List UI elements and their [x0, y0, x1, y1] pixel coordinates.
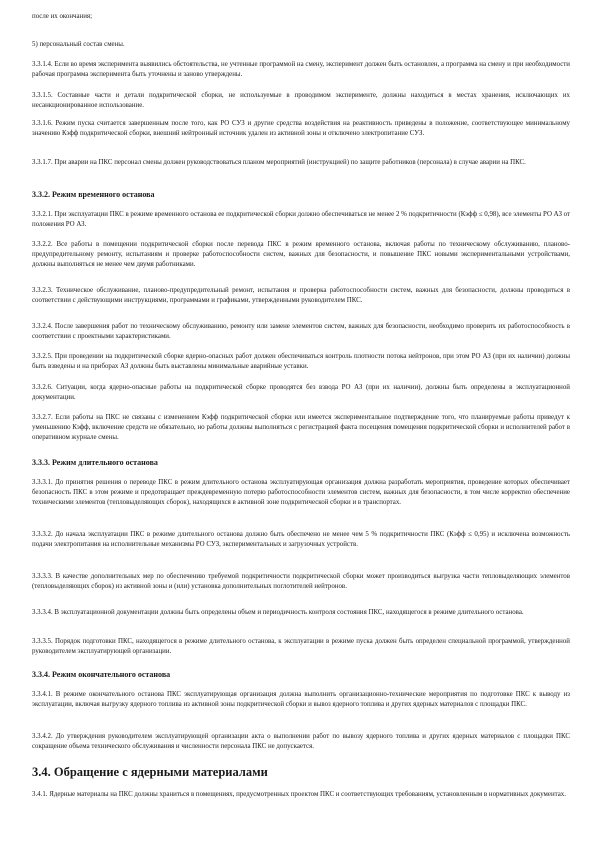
paragraph: 3.3.2.3. Техническое обслуживание, планово-предупредительный ремонт, испытания и проверка работоспособности систем, важных для безопасности, должны проводиться в соответствии с действующими инструкциями, программами и графиками, утвержденными руководителем ПКС.: [32, 287, 570, 304]
paragraph: после их окончания;: [32, 13, 92, 20]
paragraph: 3.3.3.1. До принятия решения о переводе ПКС в режим длительного останова эксплуатирующая организация должна разработать мероприятия, проведение которых обеспечивает безопасность ПКС в этом режиме и предотвращает преждевременную потерю работоспособности элементов систем, важных для безопасности, в том числе корректно обеспечение техническими элементов (тепловыделяющих сборок), находящихся в активной зоне подкритической сборки и в транспортах.: [32, 479, 570, 506]
paragraph: 3.3.1.5. Составные части и детали подкритической сборки, не используемые в проводимом эксперименте, должны находиться в местах хранения, исключающих их несанкционированное использование.: [32, 92, 570, 109]
paragraph: 5) персональный состав смены.: [32, 41, 125, 48]
paragraph: 3.3.3.5. Порядок подготовки ПКС, находящегося в режиме длительного останова, к эксплуатации в режиме пуска должен быть определен специальной программой, утвержденной руководителем эксплуатирующей организации.: [32, 638, 570, 655]
paragraph: 3.3.3.2. До начала эксплуатации ПКС в режиме длительного останова должно быть обеспечено не менее чем 5 % подкритичности ПКС (Кэфф ≤ 0,95) и исключена возможность подачи электропитания на исполнительные механизмы РО СУЗ, экспериментальных и загрузочных устройств.: [32, 531, 570, 548]
chapter-heading: 3.4. Обращение с ядерными материалами: [32, 765, 268, 779]
paragraph: 3.3.3.3. В качестве дополнительных мер по обеспечению требуемой подкритичности подкритической сборки может производиться выгрузка части тепловыделяющих элементов (тепловыделяющих сборок) из активной зоны и (или) установка дополнительных поглотителей нейтронов.: [32, 573, 570, 590]
paragraph: 3.4.1. Ядерные материалы на ПКС должны храниться в помещениях, предусмотренных проектом ПКС и соответствующих требованиям, установленным в нормативных документах.: [32, 791, 566, 798]
section-heading: 3.3.2. Режим временного останова: [32, 190, 155, 199]
paragraph: 3.3.2.7. Если работы на ПКС не связаны с изменением Кэфф подкритической сборки или имеется экспериментальное подтверждение того, что планируемые работы приведут к уменьшению Кэфф, включение средств не обязательно, но работы должны выполняться с регистрацией факта посещения помещения подкритической сборки и исполнителей работ в оперативном журнале смены.: [32, 414, 570, 441]
paragraph: 3.3.1.7. При аварии на ПКС персонал смены должен руководствоваться планом мероприятий (инструкцией) по защите работников (персонала) в случае аварии на ПКС.: [32, 159, 526, 166]
paragraph: 3.3.4.2. До утверждения руководителем эксплуатирующей организации акта о выполнении работ по вывозу ядерного топлива и других ядерных материалов с площадки ПКС сокращение объема технического обслуживания и численности персонала ПКС не допускается.: [32, 733, 570, 750]
paragraph: 3.3.2.6. Ситуации, когда ядерно-опасные работы на подкритической сборке проводятся без взвода РО АЗ (при их наличии), должны быть определены в эксплуатационной документации.: [32, 384, 570, 401]
paragraph: 3.3.2.1. При эксплуатации ПКС в режиме временного останова ее подкритической сборки должно обеспечиваться не менее 2 % подкритичности (Кэфф ≤ 0,98), все элементы РО АЗ от положения РО АЗ.: [32, 211, 570, 228]
paragraph: 3.3.4.1. В режиме окончательного останова ПКС эксплуатирующая организация должна выполнить организационно-технические мероприятия по подготовке ПКС к выводу из эксплуатации, включая выгрузку ядерного топлива из активной зоны подкритической сборки и вывоз ядерного топлива и других ядерных материалов с площадки ПКС.: [32, 691, 570, 708]
paragraph: 3.3.1.4. Если во время эксперимента выявились обстоятельства, не учтенные программой на смену, эксперимент должен быть остановлен, а программа на смену и при необходимости рабочая программа эксперимента быть уточнены и заново утверждены.: [32, 61, 570, 78]
section-heading: 3.3.4. Режим окончательного останова: [32, 670, 171, 679]
paragraph: 3.3.3.4. В эксплуатационной документации должны быть определены объем и периодичность контроля состояния ПКС, находящегося в режиме длительного останова.: [32, 609, 524, 616]
section-heading: 3.3.3. Режим длительного останова: [32, 458, 158, 467]
paragraph: 3.3.2.2. Все работы в помещении подкритической сборки после перевода ПКС в режим временного останова, включая работы по техническому обслуживанию, планово-предупредительному ремонту, испытаниям и проверке работоспособности систем, важных для безопасности, и повышение ПКС новыми экспериментальными устройствами, должны выполняться не менее чем двумя работниками.: [32, 241, 570, 268]
paragraph: 3.3.2.5. При проведении на подкритической сборке ядерно-опасных работ должен обеспечиваться контроль плотности потока нейтронов, при этом РО АЗ (при их наличии) должны быть взведены и на приборах АЗ должны быть выставлены минимальные аварийные уставки.: [32, 353, 570, 370]
paragraph: 3.3.1.6. Режим пуска считается завершенным после того, как РО СУЗ и другие средства воздействия на реактивность приведены в положение, соответствующее минимальному значению Кэфф подкритической сборки, внешний нейтронный источник удален из активной зоны и отключено электропитание СУЗ.: [32, 120, 570, 137]
paragraph: 3.3.2.4. После завершения работ по техническому обслуживанию, ремонту или замене элементов систем, важных для безопасности, необходимо проверить их работоспособность в соответствии с проектными характеристиками.: [32, 323, 570, 340]
